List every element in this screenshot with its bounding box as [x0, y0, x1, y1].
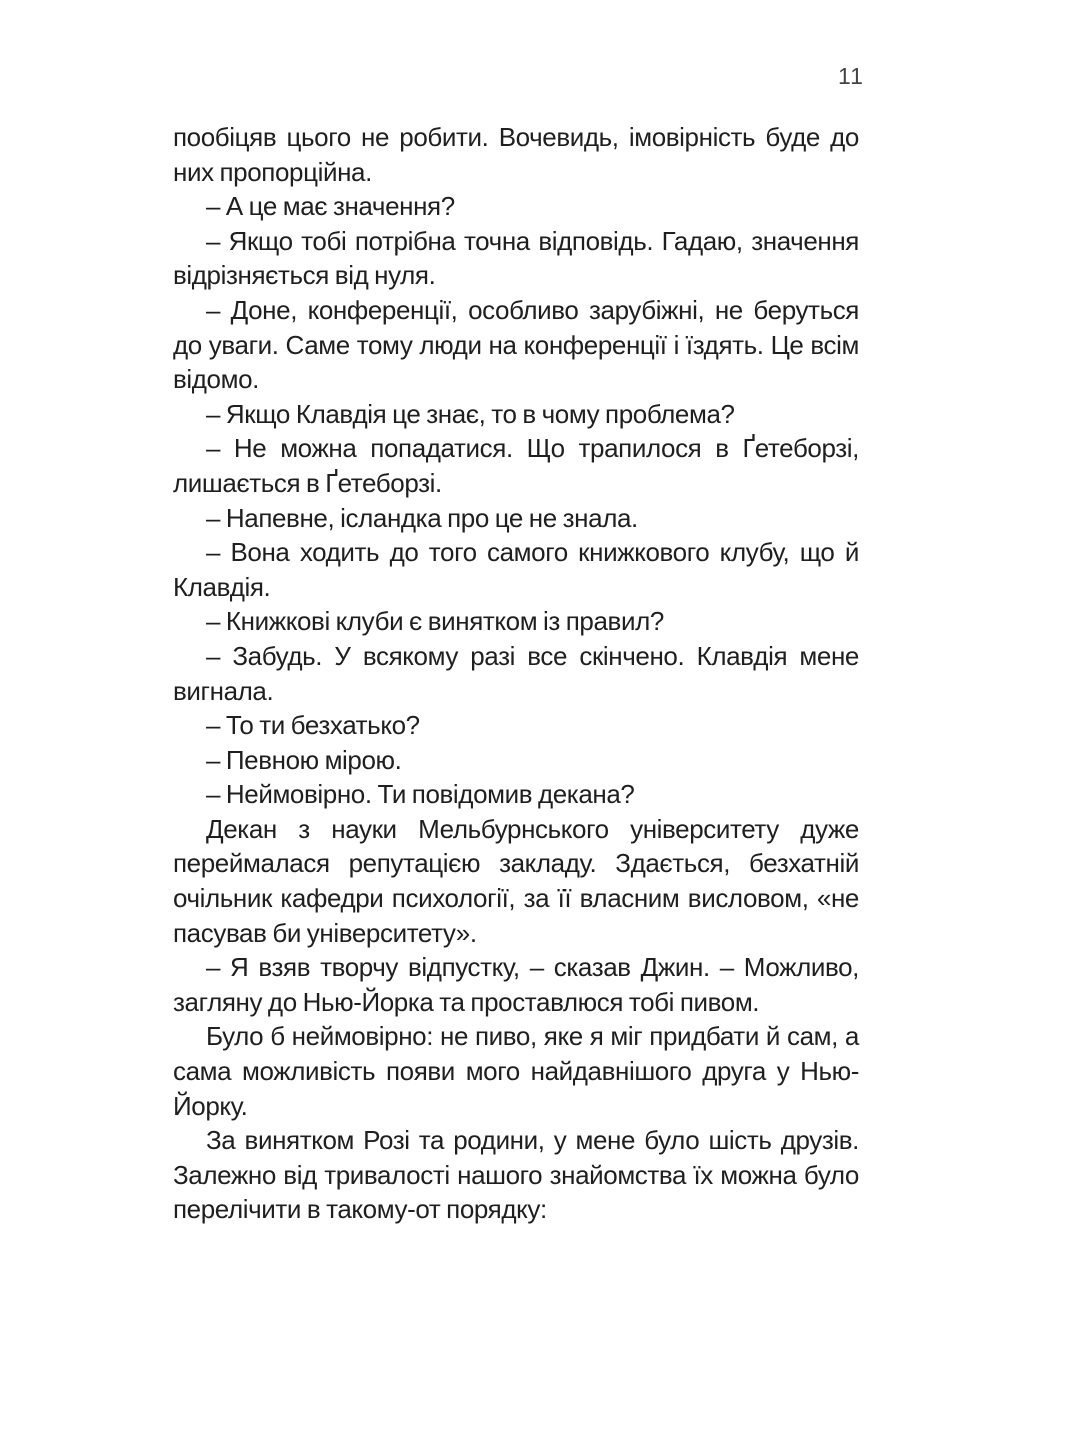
- paragraph: – Доне, конференції, особливо зарубіжні, не беруться до уваги. Саме тому люди на конференції і їздять. Це всім відомо.: [173, 294, 859, 395]
- paragraph: – Якщо тобі потрібна точна відповідь. Гадаю, значення відрізняється від нуля.: [173, 225, 859, 291]
- paragraph: – То ти безхатько?: [206, 710, 420, 741]
- paragraph: – Вона ходить до того самого книжкового клубу, що й Клавдія.: [173, 537, 859, 602]
- paragraph: – Якщо Клавдія це знає, то в чому проблема?: [206, 398, 735, 429]
- page-number: 11: [838, 63, 864, 89]
- paragraph: – Певною мірою.: [206, 744, 402, 775]
- paragraph-continuation: пообіцяв цього не робити. Вочевидь, імовірність буде до них пропорційна.: [173, 122, 859, 187]
- paragraph: – Я взяв творчу відпустку, – сказав Джин. – Можливо, загляну до Нью-Йорка та проставлюся тобі пивом.: [173, 952, 859, 1017]
- paragraph: – А це має значення?: [206, 191, 455, 222]
- paragraph: Декан з науки Мельбурнського університету дуже переймалася репутацією закладу. Здається, безхатній очільник кафедри психології, за її власним висловом, «не пасував би університету».: [173, 813, 859, 948]
- paragraph: Було б неймовірно: не пиво, яке я міг придбати й сам, а сама можливість появи мого найдавнішого друга у Нью-Йорку.: [173, 1021, 859, 1121]
- paragraph: – Напевне, ісландка про це не знала.: [206, 502, 638, 533]
- paragraph: – Не можна попадатися. Що трапилося в Ґетеборзі, лишається в Ґетеборзі.: [173, 433, 859, 498]
- paragraph: – Книжкові клуби є винятком із правил?: [206, 606, 664, 637]
- body-text: [173, 120, 859, 1227]
- paragraph: – Неймовірно. Ти повідомив декана?: [206, 779, 635, 810]
- paragraph: За винятком Розі та родини, у мене було шість друзів. Залежно від тривалості нашого знайомства їх можна було перелічити в такому-от порядку:: [173, 1125, 859, 1225]
- paragraph: – Забудь. У всякому разі все скінчено. Клавдія мене вигнала.: [173, 640, 859, 706]
